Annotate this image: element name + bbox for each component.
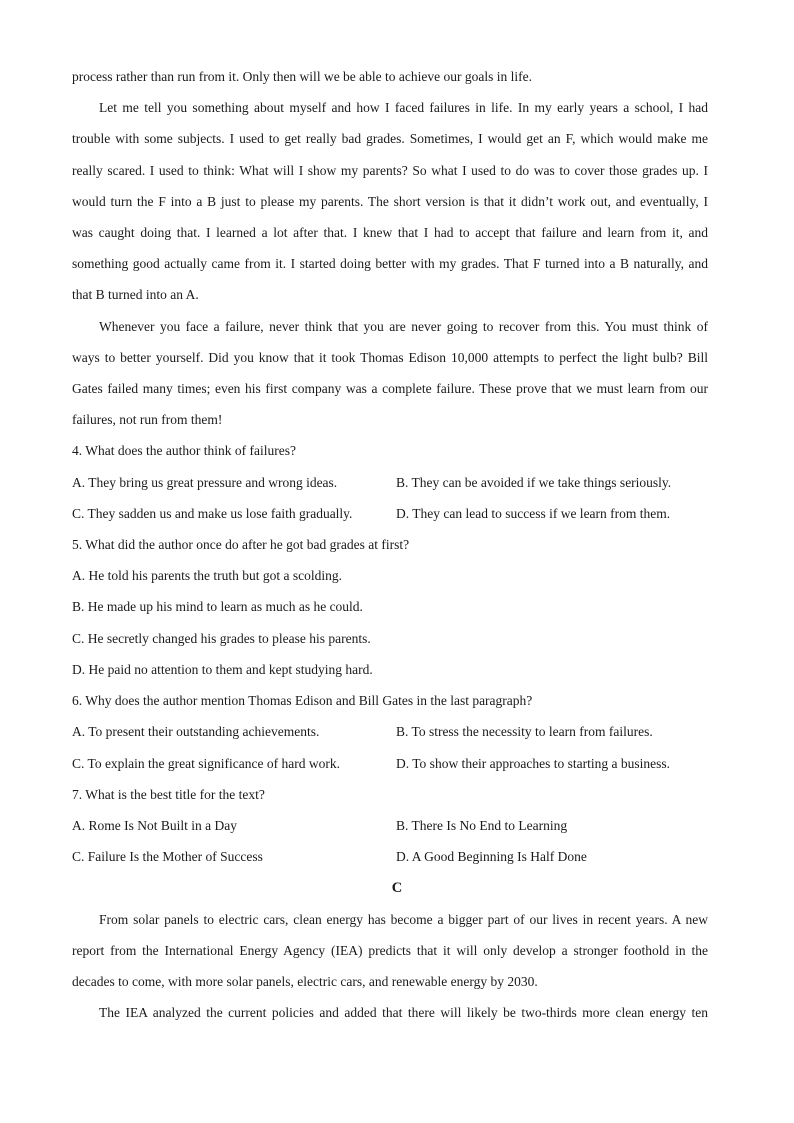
question-stem: 7. What is the best title for the text? xyxy=(72,787,265,802)
passage-line: really scared. I used to think: What will I show my parents? So what I used to do was to cover those grades up. I xyxy=(72,163,708,178)
passage-line: Let me tell you something about myself and how I faced failures in life. In my early years a school, I had xyxy=(99,100,708,115)
option-a[interactable]: A. To present their outstanding achievements. xyxy=(72,724,320,739)
passage-line: trouble with some subjects. I used to get really bad grades. Sometimes, I would get an F, which would make me xyxy=(72,131,708,146)
passage-line: something good actually came from it. I started doing better with my grades. That F turned into a B naturally, and xyxy=(72,256,708,271)
option-a[interactable]: A. They bring us great pressure and wrong ideas. xyxy=(72,475,338,490)
option-d[interactable]: D. A Good Beginning Is Half Done xyxy=(396,849,587,864)
option-c[interactable]: C. He secretly changed his grades to please his parents. xyxy=(72,631,371,646)
passage-line: From solar panels to electric cars, clean energy has become a bigger part of our lives in recent years. A new xyxy=(99,912,708,927)
passage-line: process rather than run from it. Only then will we be able to achieve our goals in life. xyxy=(72,69,532,84)
passage-line: was caught doing that. I learned a lot after that. I knew that I had to accept that failure and learn from it, and xyxy=(72,225,708,240)
passage-line: ways to better yourself. Did you know that it took Thomas Edison 10,000 attempts to perfect the light bulb? Bill xyxy=(72,350,708,365)
passage-line: The IEA analyzed the current policies and added that there will likely be two-thirds more clean energy ten xyxy=(99,1005,708,1020)
section-heading: C xyxy=(391,880,403,896)
option-d[interactable]: D. He paid no attention to them and kept studying hard. xyxy=(72,662,373,677)
option-b[interactable]: B. They can be avoided if we take things seriously. xyxy=(396,475,672,490)
passage-line: would turn the F into a B just to please my parents. The short version is that it didn’t work out, and eventually, I xyxy=(72,194,708,209)
question-stem: 5. What did the author once do after he got bad grades at first? xyxy=(72,537,410,552)
option-c[interactable]: C. They sadden us and make us lose faith gradually. xyxy=(72,506,353,521)
option-c[interactable]: C. To explain the great significance of hard work. xyxy=(72,756,340,771)
option-b[interactable]: B. He made up his mind to learn as much as he could. xyxy=(72,599,363,614)
question-stem: 6. Why does the author mention Thomas Edison and Bill Gates in the last paragraph? xyxy=(72,693,533,708)
option-d[interactable]: D. To show their approaches to starting a business. xyxy=(396,756,671,771)
option-a[interactable]: A. He told his parents the truth but got a scolding. xyxy=(72,568,342,583)
passage-line: failures, not run from them! xyxy=(72,412,223,427)
passage-line: Whenever you face a failure, never think that you are never going to recover from this. You must think of xyxy=(99,319,708,334)
passage-line: report from the International Energy Agency (IEA) predicts that it will only develop a stronger foothold in the xyxy=(72,943,708,958)
option-d[interactable]: D. They can lead to success if we learn from them. xyxy=(396,506,671,521)
option-c[interactable]: C. Failure Is the Mother of Success xyxy=(72,849,263,864)
option-a[interactable]: A. Rome Is Not Built in a Day xyxy=(72,818,237,833)
passage-line: that B turned into an A. xyxy=(72,287,199,302)
question-stem: 4. What does the author think of failures? xyxy=(72,443,296,458)
option-b[interactable]: B. To stress the necessity to learn from failures. xyxy=(396,724,653,739)
passage-line: decades to come, with more solar panels, electric cars, and renewable energy by 2030. xyxy=(72,974,538,989)
passage-line: Gates failed many times; even his first company was a complete failure. These prove that we must learn from our xyxy=(72,381,708,396)
option-b[interactable]: B. There Is No End to Learning xyxy=(396,818,568,833)
